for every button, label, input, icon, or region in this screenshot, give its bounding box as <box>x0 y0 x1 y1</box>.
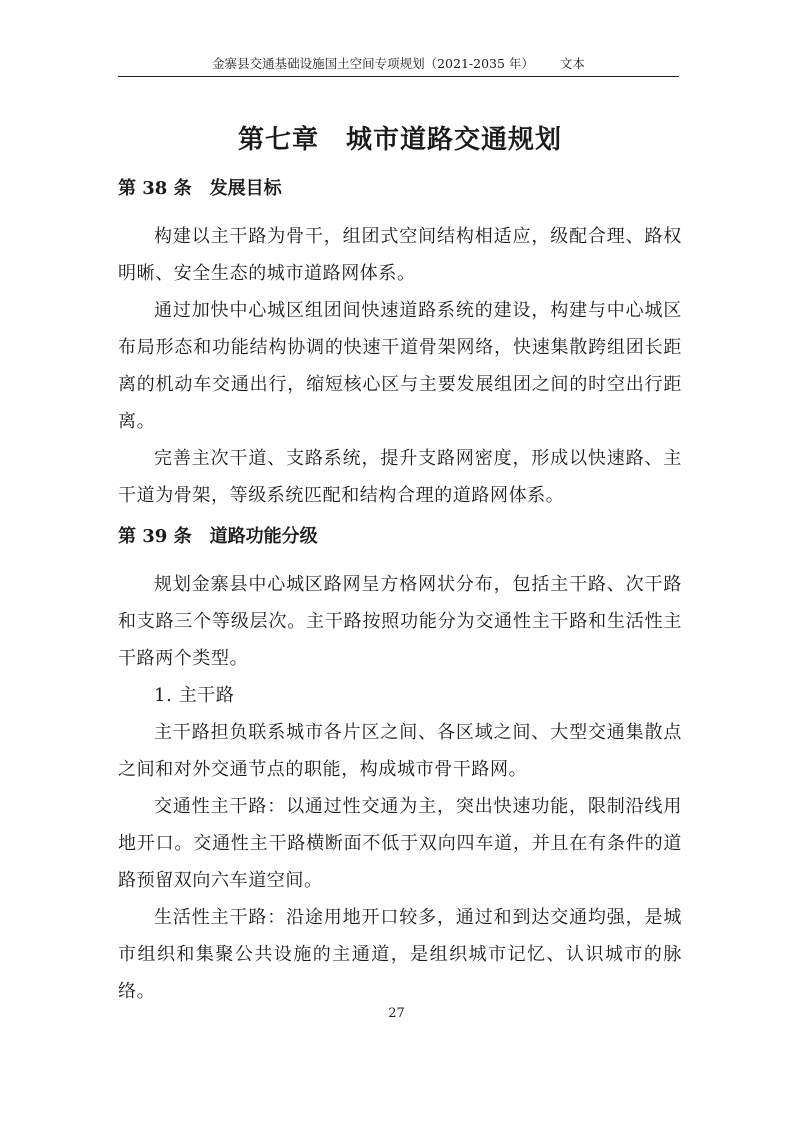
page-content <box>118 112 682 1010</box>
paragraph: 构建以主干路为骨干，组团式空间结构相适应，级配合理、路权明晰、安全生态的城市道路网体系。 <box>118 226 682 284</box>
list-item-label: 1. 主干路 <box>154 685 235 706</box>
header-doc-type: 文本 <box>559 56 585 71</box>
paragraph: 交通性主干路：以通过性交通为主，突出快速功能，限制沿线用地开口。交通性主干路横断面不低于双向四车道，并且在有条件的道路预留双向六车道空间。 <box>118 796 682 891</box>
paragraph: 通过加快中心城区组团间快速道路系统的建设，构建与中心城区布局形态和功能结构协调的快速干道骨架网络，快速集散跨组团长距离的机动车交通出行，缩短核心区与主要发展组团之间的时空出行距离。 <box>118 300 682 432</box>
paragraph: 完善主次干道、支路系统，提升支路网密度，形成以快速路、主干道为骨架，等级系统匹配和结构合理的道路网体系。 <box>118 448 682 506</box>
paragraph: 规划金寨县中心城区路网呈方格网状分布，包括主干路、次干路和支路三个等级层次。主干路按照功能分为交通性主干路和生活性主干路两个类型。 <box>118 574 682 669</box>
page-header <box>118 54 679 77</box>
paragraph: 生活性主干路：沿途用地开口较多，通过和到达交通均强，是城市组织和集聚公共设施的主通道，是组织城市记忆、认识城市的脉络。 <box>118 907 682 1002</box>
article-heading: 第 39 条 道路功能分级 <box>118 526 318 547</box>
paragraph: 主干路担负联系城市各片区之间、各区域之间、大型交通集散点之间和对外交通节点的职能，构成城市骨干路网。 <box>118 722 682 780</box>
chapter-title: 第七章 城市道路交通规划 <box>237 125 562 155</box>
article-heading: 第 38 条 发展目标 <box>118 178 282 199</box>
header-title: 金寨县交通基础设施国土空间专项规划（2021-2035 年） <box>212 56 534 71</box>
page-number: 27 <box>388 1006 405 1021</box>
